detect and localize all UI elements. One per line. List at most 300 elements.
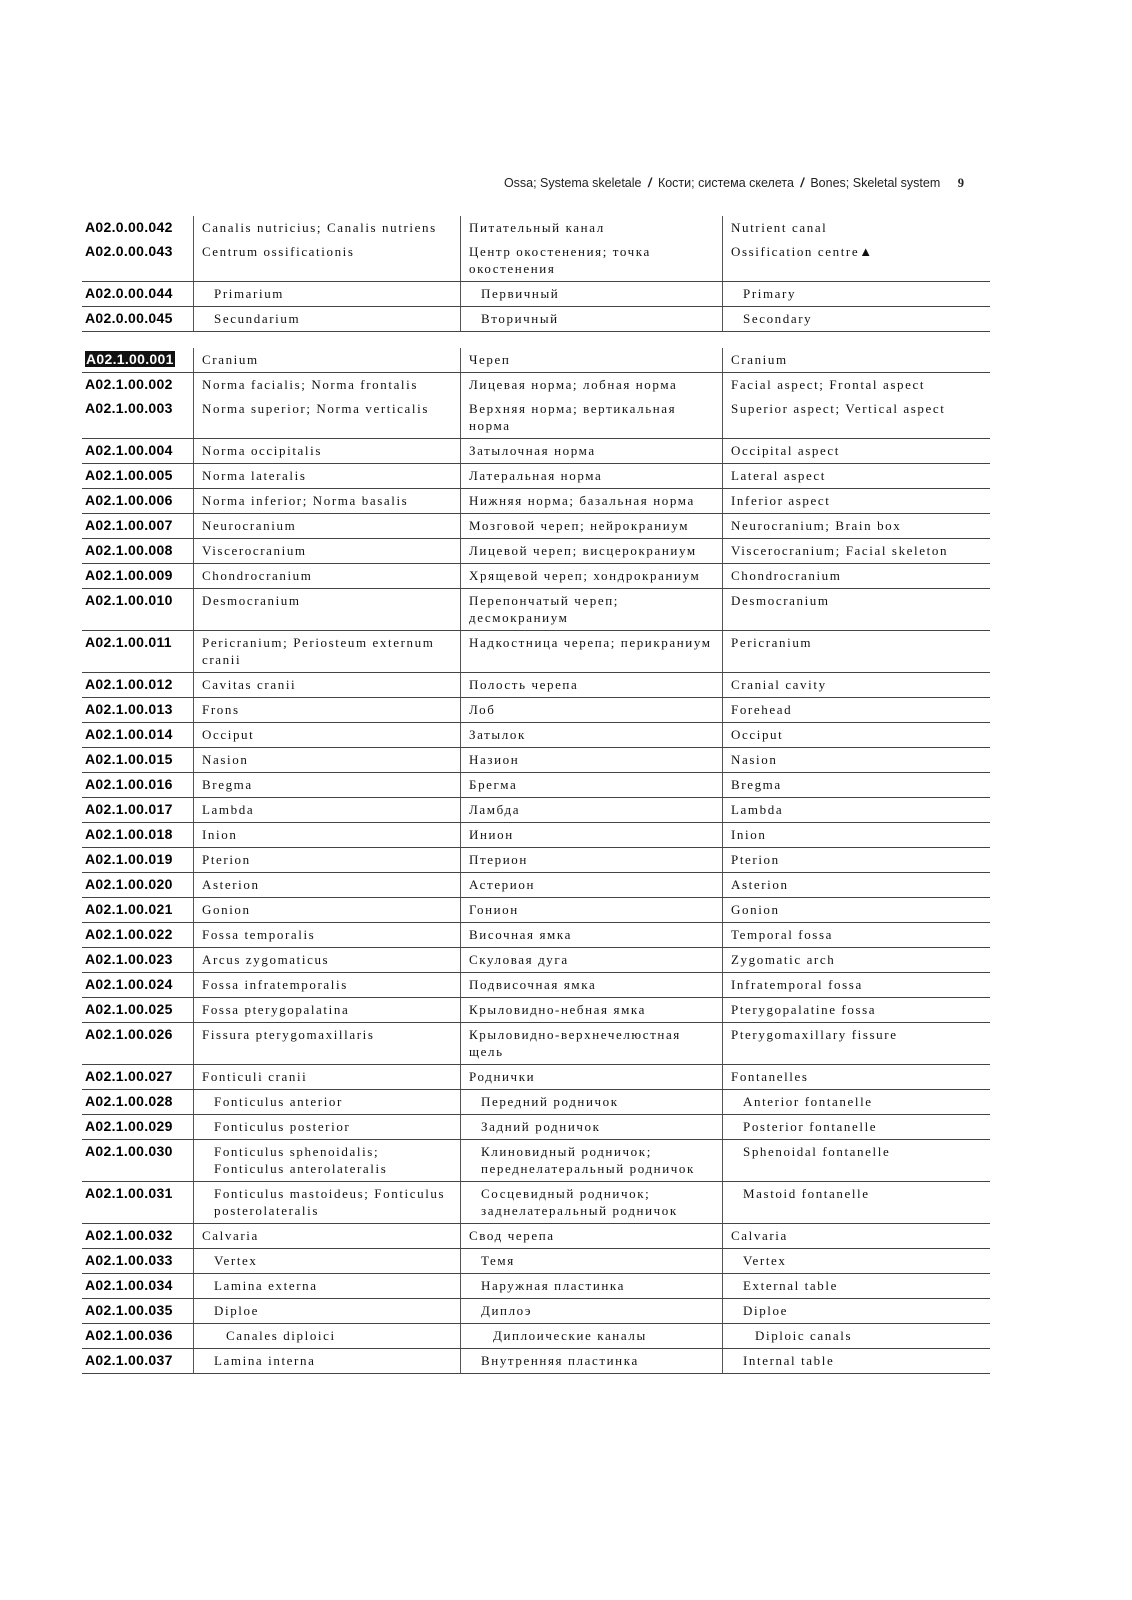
table-row	[82, 216, 990, 240]
english-term	[722, 240, 990, 281]
latin-term-text: Chondrocranium	[202, 568, 313, 583]
russian-term	[460, 1274, 722, 1298]
header-russian-title: Кости; система скелета	[657, 176, 794, 190]
russian-term	[460, 1090, 722, 1114]
english-term	[722, 307, 990, 331]
russian-term	[460, 564, 722, 588]
russian-term-text: Задний родничок	[481, 1119, 601, 1134]
russian-term	[460, 307, 722, 331]
english-term	[722, 1182, 990, 1223]
english-term	[722, 1349, 990, 1373]
russian-term-text: Свод черепа	[469, 1228, 555, 1243]
code-cell-text: A02.1.00.007	[85, 517, 173, 533]
latin-term	[193, 998, 460, 1022]
code-cell	[82, 373, 193, 397]
code-cell-text: A02.0.00.043	[85, 243, 173, 259]
english-term-text: Facial aspect; Frontal aspect	[731, 377, 926, 392]
latin-term	[193, 723, 460, 747]
table-row	[82, 514, 990, 539]
code-cell-text: A02.1.00.024	[85, 976, 173, 992]
latin-term	[193, 748, 460, 772]
code-cell-text: A02.1.00.016	[85, 776, 173, 792]
table-row	[82, 373, 990, 397]
table-row	[82, 998, 990, 1023]
code-cell-text: A02.1.00.036	[85, 1327, 173, 1343]
code-cell	[82, 1065, 193, 1089]
table-row	[82, 1249, 990, 1274]
latin-term	[193, 307, 460, 331]
russian-term	[460, 748, 722, 772]
russian-term	[460, 1299, 722, 1323]
russian-term	[460, 464, 722, 488]
english-term-text: Diploe	[743, 1303, 788, 1318]
latin-term-text: Canalis nutricius; Canalis nutriens	[202, 220, 437, 235]
latin-term-text: Neurocranium	[202, 518, 297, 533]
russian-term	[460, 973, 722, 997]
header-english-title: Bones; Skeletal system	[810, 176, 941, 190]
latin-term-text: Desmocranium	[202, 593, 301, 608]
latin-term	[193, 848, 460, 872]
code-cell	[82, 998, 193, 1022]
english-term-text: Nutrient canal	[731, 220, 828, 235]
english-term	[722, 973, 990, 997]
latin-term	[193, 1299, 460, 1323]
latin-term-text: Viscerocranium	[202, 543, 307, 558]
english-term	[722, 723, 990, 747]
latin-term	[193, 373, 460, 397]
russian-term	[460, 848, 722, 872]
latin-term	[193, 698, 460, 722]
latin-term	[193, 564, 460, 588]
code-cell-text: A02.1.00.002	[85, 376, 173, 392]
russian-term	[460, 1324, 722, 1348]
english-term-text: Inion	[731, 827, 767, 842]
english-term-text: Ossification centre▲	[731, 244, 874, 259]
russian-term-text: Латеральная норма	[469, 468, 603, 483]
latin-term-text: Centrum ossificationis	[202, 244, 355, 259]
english-term-text: Internal table	[743, 1353, 835, 1368]
code-cell-text: A02.1.00.031	[85, 1185, 173, 1201]
table-row	[82, 1324, 990, 1349]
english-term-text: Zygomatic arch	[731, 952, 836, 967]
latin-term	[193, 1023, 460, 1064]
russian-term	[460, 1140, 722, 1181]
russian-term	[460, 898, 722, 922]
code-cell	[82, 973, 193, 997]
latin-term-text: Fonticulus posterior	[214, 1119, 351, 1134]
code-cell	[82, 489, 193, 513]
latin-term	[193, 216, 460, 240]
terminology-table	[82, 216, 990, 1374]
latin-term	[193, 631, 460, 672]
code-cell	[82, 1140, 193, 1181]
english-term	[722, 1090, 990, 1114]
code-cell	[82, 631, 193, 672]
code-cell	[82, 240, 193, 281]
latin-term	[193, 823, 460, 847]
code-cell	[82, 698, 193, 722]
code-cell-text: A02.1.00.003	[85, 400, 173, 416]
english-term	[722, 748, 990, 772]
russian-term	[460, 589, 722, 630]
latin-term	[193, 282, 460, 306]
english-term	[722, 1299, 990, 1323]
code-cell	[82, 282, 193, 306]
russian-term-text: Первичный	[481, 286, 560, 301]
code-cell-text: A02.0.00.042	[85, 219, 173, 235]
english-term	[722, 698, 990, 722]
code-cell-text: A02.1.00.008	[85, 542, 173, 558]
term-group	[82, 348, 990, 1374]
latin-term-text: Lambda	[202, 802, 255, 817]
table-row	[82, 1274, 990, 1299]
latin-term-text: Bregma	[202, 777, 253, 792]
code-cell-text: A02.1.00.027	[85, 1068, 173, 1084]
code-cell-text: A02.1.00.032	[85, 1227, 173, 1243]
latin-term-text: Fossa temporalis	[202, 927, 316, 942]
english-term-text: Vertex	[743, 1253, 787, 1268]
russian-term	[460, 373, 722, 397]
table-row	[82, 1299, 990, 1324]
latin-term-text: Occiput	[202, 727, 255, 742]
latin-term-text: Cranium	[202, 352, 259, 367]
english-term	[722, 216, 990, 240]
russian-term-text: Передний родничок	[481, 1094, 619, 1109]
code-cell	[82, 823, 193, 847]
english-term-text: Fontanelles	[731, 1069, 809, 1084]
latin-term-text: Gonion	[202, 902, 251, 917]
russian-term	[460, 216, 722, 240]
table-row	[82, 631, 990, 673]
russian-term	[460, 514, 722, 538]
latin-term-text: Lamina externa	[214, 1278, 318, 1293]
russian-term-text: Сосцевидный родничок; заднелатеральный родничок	[481, 1186, 678, 1218]
latin-term-text: Frons	[202, 702, 240, 717]
english-term-text: Viscerocranium; Facial skeleton	[731, 543, 949, 558]
running-header	[504, 176, 964, 191]
latin-term	[193, 1224, 460, 1248]
russian-term-text: Наружная пластинка	[481, 1278, 626, 1293]
code-cell	[82, 564, 193, 588]
code-cell-text: A02.0.00.045	[85, 310, 173, 326]
english-term	[722, 1023, 990, 1064]
latin-term-text: Norma occipitalis	[202, 443, 322, 458]
table-row	[82, 589, 990, 631]
header-separator: /	[800, 176, 804, 190]
table-row	[82, 564, 990, 589]
english-term	[722, 1274, 990, 1298]
russian-term	[460, 282, 722, 306]
latin-term	[193, 1065, 460, 1089]
english-term	[722, 564, 990, 588]
latin-term-text: Pericranium; Periosteum externum cranii	[202, 635, 435, 667]
english-term	[722, 923, 990, 947]
russian-term	[460, 1115, 722, 1139]
table-row	[82, 823, 990, 848]
english-term-text: Pterygomaxillary fissure	[731, 1027, 898, 1042]
code-cell-text: A02.1.00.037	[85, 1352, 173, 1368]
english-term-text: Diploic canals	[755, 1328, 853, 1343]
russian-term	[460, 631, 722, 672]
table-row	[82, 923, 990, 948]
latin-term-text: Diploe	[214, 1303, 259, 1318]
russian-term	[460, 823, 722, 847]
latin-term-text: Nasion	[202, 752, 249, 767]
code-cell-text: A02.1.00.017	[85, 801, 173, 817]
russian-term-text: Полость черепа	[469, 677, 579, 692]
latin-term	[193, 973, 460, 997]
english-term	[722, 631, 990, 672]
code-cell	[82, 1349, 193, 1373]
code-cell-text: A02.1.00.030	[85, 1143, 173, 1159]
code-cell	[82, 464, 193, 488]
table-row	[82, 464, 990, 489]
code-cell-text: A02.1.00.026	[85, 1026, 173, 1042]
code-cell-text: A02.1.00.009	[85, 567, 173, 583]
latin-term	[193, 589, 460, 630]
latin-term	[193, 439, 460, 463]
english-term-text: Pterion	[731, 852, 780, 867]
table-row	[82, 1115, 990, 1140]
english-term-text: Asterion	[731, 877, 789, 892]
table-row	[82, 698, 990, 723]
code-cell	[82, 439, 193, 463]
code-cell-text: A02.0.00.044	[85, 285, 173, 301]
code-cell	[82, 773, 193, 797]
russian-term-text: Назион	[469, 752, 520, 767]
code-cell	[82, 1249, 193, 1273]
russian-term	[460, 1249, 722, 1273]
russian-term-text: Затылок	[469, 727, 526, 742]
english-term-text: Lateral aspect	[731, 468, 826, 483]
latin-term	[193, 1182, 460, 1223]
latin-term	[193, 348, 460, 372]
english-term	[722, 1115, 990, 1139]
english-term	[722, 489, 990, 513]
english-term-text: Calvaria	[731, 1228, 788, 1243]
latin-term	[193, 773, 460, 797]
english-term	[722, 773, 990, 797]
code-cell	[82, 898, 193, 922]
latin-term	[193, 464, 460, 488]
code-cell	[82, 923, 193, 947]
russian-term	[460, 1224, 722, 1248]
english-term	[722, 898, 990, 922]
code-cell	[82, 1299, 193, 1323]
latin-term	[193, 948, 460, 972]
english-term-text: Chondrocranium	[731, 568, 842, 583]
russian-term	[460, 1349, 722, 1373]
english-term	[722, 998, 990, 1022]
russian-term	[460, 240, 722, 281]
latin-term	[193, 1324, 460, 1348]
russian-term	[460, 539, 722, 563]
code-cell	[82, 873, 193, 897]
russian-term	[460, 1023, 722, 1064]
table-row	[82, 1090, 990, 1115]
english-term-text: Occiput	[731, 727, 784, 742]
latin-term-text: Canales diploici	[226, 1328, 336, 1343]
code-cell	[82, 1182, 193, 1223]
latin-term	[193, 240, 460, 281]
russian-term	[460, 948, 722, 972]
code-cell	[82, 848, 193, 872]
code-cell-text: A02.1.00.021	[85, 901, 173, 917]
russian-term	[460, 873, 722, 897]
latin-term	[193, 539, 460, 563]
table-row	[82, 1140, 990, 1182]
russian-term-text: Лицевая норма; лобная норма	[469, 377, 678, 392]
russian-term	[460, 773, 722, 797]
english-term	[722, 1140, 990, 1181]
header-latin-title: Ossa; Systema skeletale	[503, 176, 642, 190]
russian-term-text: Затылочная норма	[469, 443, 596, 458]
english-term-text: Desmocranium	[731, 593, 830, 608]
russian-term	[460, 1065, 722, 1089]
code-cell	[82, 348, 193, 372]
english-term	[722, 439, 990, 463]
english-term-text: External table	[743, 1278, 838, 1293]
code-cell	[82, 589, 193, 630]
english-term	[722, 539, 990, 563]
code-cell	[82, 1090, 193, 1114]
code-cell-text: A02.1.00.018	[85, 826, 173, 842]
code-cell-text: A02.1.00.023	[85, 951, 173, 967]
russian-term-text: Питательный канал	[469, 220, 605, 235]
russian-term-text: Верхняя норма; вертикальная норма	[469, 401, 677, 433]
english-term-text: Temporal fossa	[731, 927, 833, 942]
code-cell-text: A02.1.00.010	[85, 592, 173, 608]
latin-term	[193, 397, 460, 438]
code-cell-text: A02.1.00.012	[85, 676, 173, 692]
table-row	[82, 848, 990, 873]
russian-term-text: Крыловидно-верхнечелюстная щель	[469, 1027, 681, 1059]
english-term-text: Secondary	[743, 311, 813, 326]
code-cell	[82, 723, 193, 747]
code-cell-text: A02.1.00.020	[85, 876, 173, 892]
code-cell	[82, 673, 193, 697]
table-row	[82, 397, 990, 439]
russian-term	[460, 673, 722, 697]
code-cell-text: A02.1.00.019	[85, 851, 173, 867]
english-term-text: Infratemporal fossa	[731, 977, 863, 992]
table-row	[82, 973, 990, 998]
code-cell	[82, 307, 193, 331]
code-cell-text: A02.1.00.034	[85, 1277, 173, 1293]
english-term-text: Cranial cavity	[731, 677, 827, 692]
latin-term-text: Pterion	[202, 852, 251, 867]
latin-term-text: Primarium	[214, 286, 285, 301]
russian-term-text: Астерион	[469, 877, 535, 892]
code-cell-text: A02.1.00.006	[85, 492, 173, 508]
russian-term-text: Мозговой череп; нейрокраниум	[469, 518, 690, 533]
russian-term-text: Клиновидный родничок; переднелатеральный родничок	[481, 1144, 695, 1176]
table-row	[82, 539, 990, 564]
latin-term-text: Fonticulus mastoideus; Fonticulus posterolateralis	[214, 1186, 446, 1218]
table-row	[82, 1182, 990, 1224]
table-row	[82, 898, 990, 923]
code-cell-text: A02.1.00.033	[85, 1252, 173, 1268]
page-number: 9	[957, 176, 964, 190]
latin-term-text: Lamina interna	[214, 1353, 316, 1368]
latin-term	[193, 873, 460, 897]
code-cell	[82, 397, 193, 438]
english-term	[722, 589, 990, 630]
code-cell-text: A02.1.00.028	[85, 1093, 173, 1109]
table-row	[82, 240, 990, 282]
russian-term-text: Лоб	[469, 702, 496, 717]
english-term	[722, 464, 990, 488]
code-cell	[82, 1324, 193, 1348]
english-term-text: Nasion	[731, 752, 778, 767]
russian-term-text: Вторичный	[481, 311, 559, 326]
code-cell-text: A02.1.00.014	[85, 726, 173, 742]
table-row	[82, 948, 990, 973]
russian-term	[460, 397, 722, 438]
latin-term-text: Norma lateralis	[202, 468, 307, 483]
code-cell	[82, 1115, 193, 1139]
english-term-text: Anterior fontanelle	[743, 1094, 873, 1109]
latin-term-text: Inion	[202, 827, 238, 842]
english-term	[722, 823, 990, 847]
russian-term-text: Лицевой череп; висцерокраниум	[469, 543, 697, 558]
english-term-text: Primary	[743, 286, 797, 301]
latin-term-text: Fissura pterygomaxillaris	[202, 1027, 375, 1042]
table-row	[82, 1023, 990, 1065]
russian-term-text: Скуловая дуга	[469, 952, 569, 967]
russian-term-text: Инион	[469, 827, 514, 842]
russian-term-text: Роднички	[469, 1069, 536, 1084]
russian-term-text: Надкостница черепа; перикраниум	[469, 635, 712, 650]
latin-term	[193, 673, 460, 697]
latin-term	[193, 798, 460, 822]
english-term-text: Lambda	[731, 802, 784, 817]
latin-term-text: Vertex	[214, 1253, 258, 1268]
latin-term-text: Cavitas cranii	[202, 677, 297, 692]
latin-term-text: Arcus zygomaticus	[202, 952, 330, 967]
code-cell	[82, 216, 193, 240]
latin-term-text: Asterion	[202, 877, 260, 892]
english-term	[722, 798, 990, 822]
english-term-text: Pericranium	[731, 635, 813, 650]
english-term	[722, 514, 990, 538]
russian-term-text: Височная ямка	[469, 927, 572, 942]
table-row	[82, 723, 990, 748]
code-cell-text: A02.1.00.015	[85, 751, 173, 767]
term-group	[82, 216, 990, 332]
latin-term	[193, 489, 460, 513]
code-cell	[82, 748, 193, 772]
russian-term	[460, 723, 722, 747]
english-term	[722, 948, 990, 972]
russian-term-text: Череп	[469, 352, 511, 367]
russian-term-text: Диплоэ	[481, 1303, 533, 1318]
english-term-text: Occipital aspect	[731, 443, 840, 458]
table-row	[82, 873, 990, 898]
english-term	[722, 848, 990, 872]
english-term	[722, 1224, 990, 1248]
russian-term	[460, 798, 722, 822]
russian-term	[460, 348, 722, 372]
table-row	[82, 748, 990, 773]
russian-term-text: Хрящевой череп; хондрокраниум	[469, 568, 701, 583]
english-term-text: Mastoid fontanelle	[743, 1186, 870, 1201]
russian-term-text: Подвисочная ямка	[469, 977, 597, 992]
english-term-text: Sphenoidal fontanelle	[743, 1144, 891, 1159]
code-cell-text: A02.1.00.005	[85, 467, 173, 483]
english-term	[722, 282, 990, 306]
table-row	[82, 307, 990, 332]
